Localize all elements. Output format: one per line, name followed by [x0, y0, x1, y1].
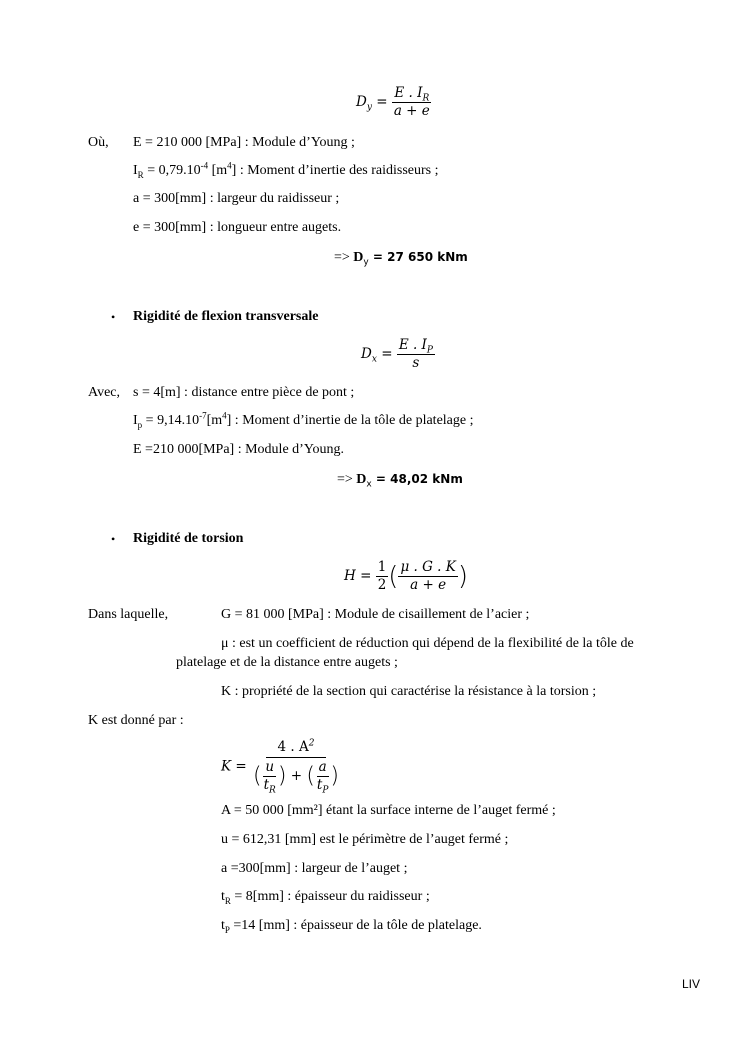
block4-line-u: u = 612,31 [mm] est le périmètre de l’auget fermé ; — [221, 832, 509, 847]
ir-unit: [m — [208, 163, 228, 178]
ir-desc: ] : Moment d’inertie des raidisseurs ; — [231, 163, 439, 178]
ip-desc: ] : Moment d’inertie de la tôle de platelage ; — [226, 413, 474, 428]
ip-unit-exp: 4 — [222, 410, 227, 421]
block3-line-k: K : propriété de la section qui caractérise la résistance à la torsion ; — [221, 684, 597, 699]
eq-dy-fraction — [392, 86, 432, 119]
eq-dx-num: E . I — [398, 337, 427, 353]
eq-h-lparen: ( — [388, 561, 399, 592]
block3-line-mu1: μ : est un coefficient de réduction qui dépend de la flexibilité de la tôle de — [221, 636, 634, 651]
eq-dx-lhs-sub: x — [371, 354, 377, 365]
eq-h-rparen: ) — [457, 561, 468, 592]
eq-k-lparen-2: ( — [306, 763, 315, 789]
ir-symbol: I — [133, 163, 138, 178]
result-dy-value: = 27 650 kNm — [368, 250, 468, 264]
block4-line-tr — [221, 888, 430, 906]
block1-lead: Où, — [88, 135, 109, 150]
block1-line-e: E = 210 000 [MPa] : Module d’Young ; — [133, 135, 355, 150]
eq-h-half-num: 1 — [377, 559, 387, 575]
ir-value: = 0,79.10 — [143, 163, 201, 178]
block3-k-intro: K est donné par : — [88, 713, 184, 728]
tr-desc: = 8[mm] : épaisseur du raidisseur ; — [230, 889, 430, 904]
bullet-torsion: • — [111, 532, 116, 546]
eq-k-t1: t — [263, 777, 270, 793]
result-dy — [334, 248, 468, 267]
result-dx-sub: x — [366, 479, 372, 490]
tr-sub: R — [224, 895, 231, 906]
eq-k-u: u — [265, 759, 275, 775]
result-dx-arrow: => — [337, 472, 357, 487]
result-dy-sub: y — [363, 257, 369, 268]
bullet-flexion: • — [111, 310, 116, 324]
eq-dx-num-sub: P — [426, 345, 433, 356]
eq-dx-den: s — [412, 355, 420, 371]
heading-torsion: Rigidité de torsion — [133, 531, 244, 546]
tp-sub: P — [224, 924, 230, 935]
eq-k-fraction — [251, 738, 341, 796]
block2-line-s: s = 4[m] : distance entre pièce de pont ; — [133, 385, 355, 400]
eq-dy-lhs: D — [356, 94, 367, 110]
equation-dy — [356, 86, 432, 119]
eq-dy-num-sub: R — [422, 93, 430, 104]
ip-sub: p — [137, 419, 143, 430]
eq-k-t1-sub: R — [269, 785, 276, 796]
eq-k-lparen-1: ( — [253, 763, 262, 789]
equation-dx — [361, 338, 435, 371]
block3-line-mu2: platelage et de la distance entre augets ; — [176, 655, 398, 670]
eq-h-den: a + e — [410, 577, 447, 593]
block2-lead: Avec, — [88, 385, 120, 400]
eq-h-half — [376, 560, 389, 593]
eq-dy-den: a + e — [393, 103, 430, 119]
block2-line-e: E =210 000[MPa] : Module d’Young. — [133, 442, 345, 457]
eq-k-t2-sub: P — [322, 785, 329, 796]
eq-dx-equals: = — [381, 346, 393, 362]
block4-line-A: A = 50 000 [mm²] étant la surface interne de l’auget fermé ; — [221, 803, 556, 818]
eq-k-lhs: K — [221, 758, 232, 775]
eq-k-a: a — [318, 759, 327, 775]
result-dx — [337, 470, 463, 489]
eq-dy-lhs-sub: y — [366, 102, 372, 113]
eq-k-num-exp: 2 — [308, 738, 315, 749]
eq-k-frac-u — [262, 759, 278, 796]
ip-value: = 9,14.10 — [142, 413, 200, 428]
ir-unit-exp: 4 — [227, 160, 232, 171]
result-dx-var: D — [356, 472, 367, 487]
block1-line-a: a = 300[mm] : largeur du raidisseur ; — [133, 191, 340, 206]
ip-symbol: I — [133, 413, 138, 428]
ir-exp: -4 — [200, 160, 209, 171]
eq-h-equals: = — [360, 568, 372, 584]
eq-dx-fraction — [397, 338, 435, 371]
tr-symbol: t — [221, 889, 225, 904]
ip-exp: -7 — [199, 410, 207, 421]
eq-k-frac-a — [315, 759, 331, 796]
eq-dx-lhs: D — [361, 346, 372, 362]
eq-k-rparen-2: ) — [330, 763, 339, 789]
block3-line-g: G = 81 000 [MPa] : Module de cisaillement de l’acier ; — [221, 607, 530, 622]
block1-line-e2: e = 300[mm] : longueur entre augets. — [133, 220, 342, 235]
block1-line-ir — [133, 162, 439, 180]
page-number: LIV — [682, 977, 701, 991]
eq-k-num: 4 . A — [277, 739, 309, 755]
eq-dy-equals: = — [376, 94, 388, 110]
eq-k-equals: = — [235, 758, 247, 775]
eq-k-plus: + — [290, 768, 303, 784]
eq-k-rparen-1: ) — [277, 763, 287, 789]
ir-sub: R — [137, 169, 144, 180]
block3-lead: Dans laquelle, — [88, 607, 169, 622]
eq-h-fraction — [398, 560, 457, 593]
block4-line-a: a =300[mm] : largeur de l’auget ; — [221, 861, 408, 876]
eq-h-num: μ . G . K — [400, 559, 456, 575]
heading-flexion: Rigidité de flexion transversale — [133, 309, 319, 324]
ip-unit: [m — [206, 413, 223, 428]
result-dy-arrow: => — [334, 250, 354, 265]
tp-symbol: t — [221, 918, 225, 933]
eq-h-lhs: H — [344, 568, 356, 584]
eq-k-t2: t — [316, 777, 323, 793]
equation-k — [221, 738, 341, 796]
block2-line-ip — [133, 412, 474, 430]
result-dx-value: = 48,02 kNm — [371, 472, 463, 486]
equation-h — [344, 560, 468, 593]
eq-dy-num: E . I — [394, 85, 423, 101]
tp-desc: =14 [mm] : épaisseur de la tôle de platelage. — [229, 918, 482, 933]
result-dy-var: D — [353, 250, 364, 265]
eq-h-half-den: 2 — [377, 577, 387, 593]
block4-line-tp — [221, 917, 482, 935]
